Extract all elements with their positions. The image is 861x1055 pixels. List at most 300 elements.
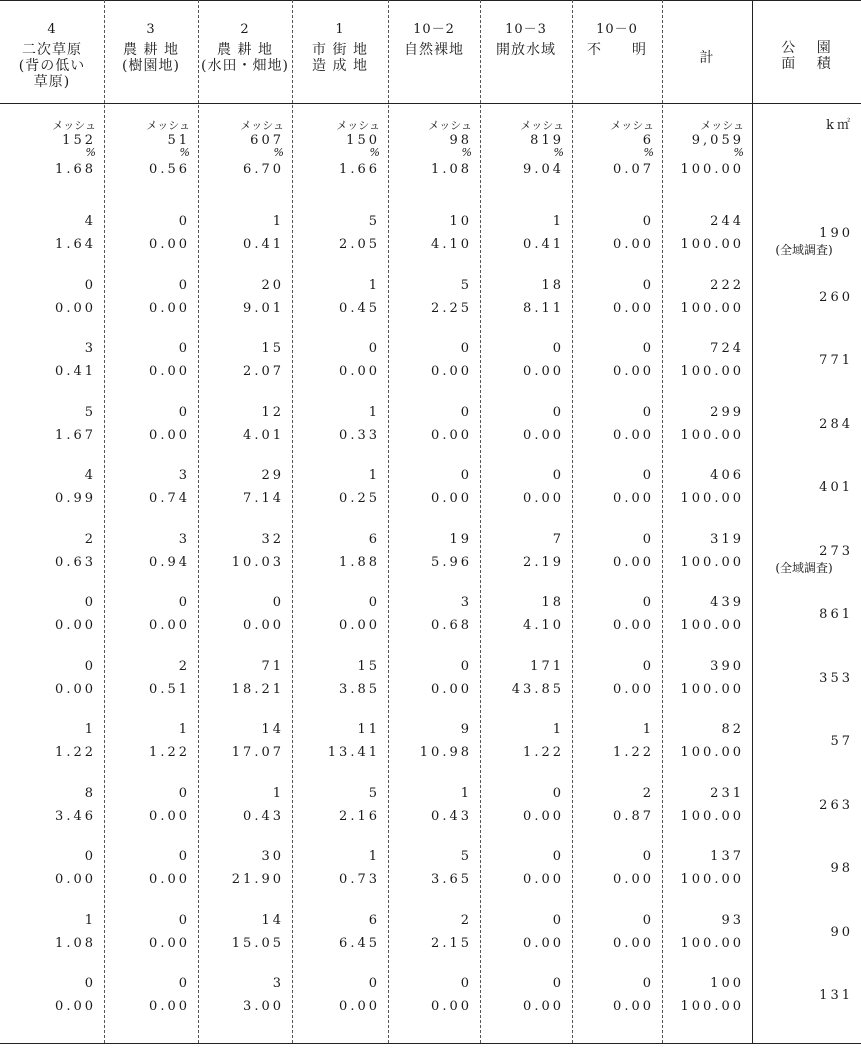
percent-value: 10.98 [419,745,472,760]
mesh-count: 0 [460,341,472,356]
park-area-value: 861 [819,607,853,622]
mesh-count: 3 [84,341,96,356]
mesh-count: 0 [178,214,190,229]
mesh-count: 3 [460,595,472,610]
mesh-count: 0 [642,214,654,229]
percent-value: 7.14 [243,491,284,506]
park-area-value: 273 [819,543,853,559]
percent-value: 0.00 [339,618,380,633]
mesh-count: 1 [178,722,190,737]
total-cell [662,118,744,177]
mesh-unit: メッシュ [520,119,564,132]
table-cell [480,595,564,633]
percent-unit: % [461,146,472,159]
table-cell [662,278,744,316]
mesh-count: 3 [272,976,284,991]
percent-value: 0.41 [243,237,284,252]
park-area-value: 98 [830,861,853,876]
mesh-count: 0 [460,976,472,991]
mesh-count: 406 [710,468,744,483]
percent-value: 4.10 [523,618,564,633]
mesh-count: 0 [642,468,654,483]
table-cell [0,722,96,760]
table-cell [104,976,190,1014]
park-area-value: 263 [819,797,853,813]
percent-value: 0.00 [523,872,564,887]
park-area-value: 401 [819,480,853,495]
park-area-value: 771 [819,353,853,368]
mesh-count: 20 [261,277,284,293]
table-cell [480,468,564,506]
percent-value: 100.00 [680,162,744,177]
table-cell [480,849,564,887]
mesh-unit: メッシュ [146,119,190,132]
table-cell [662,722,744,760]
park-area [752,861,853,877]
table-cell [572,659,654,697]
mesh-count: 607 [250,133,284,148]
mesh-count: 1 [368,468,380,483]
percent-value: 9.04 [523,162,564,177]
table-cell [388,849,472,887]
mesh-count: 0 [84,976,96,991]
percent-value: 3.65 [431,872,472,887]
percent-value: 0.00 [613,491,654,506]
table-cell [292,976,380,1014]
column-label: 開放水域 [496,42,556,58]
percent-value: 0.00 [523,491,564,506]
percent-value: 100.00 [680,237,744,252]
percent-value: 15.05 [231,935,284,951]
percent-value: 2.19 [523,554,564,570]
percent-value: 1.64 [55,237,96,252]
total-cell [104,118,190,177]
table-cell [292,405,380,443]
percent-value: 100.00 [680,427,744,443]
percent-value: 0.00 [613,618,654,633]
percent-value: 0.99 [55,491,96,506]
mesh-count: 93 [721,912,744,928]
percent-value: 0.87 [613,808,654,824]
park-area [752,734,853,750]
park-area [752,544,853,576]
percent-value: 21.90 [231,872,284,887]
mesh-count: 32 [261,531,284,547]
mesh-count: 18 [541,595,564,610]
percent-value: 0.00 [523,427,564,443]
table-cell [662,595,744,633]
park-area [752,607,853,623]
mesh-count: 2 [460,912,472,928]
table-cell [662,913,744,951]
percent-value: 1.22 [523,745,564,760]
mesh-count: 0 [178,404,190,420]
percent-value: 0.00 [55,300,96,316]
mesh-count: 71 [261,658,284,674]
park-area [752,480,853,496]
mesh-count: 319 [710,531,744,547]
percent-value: 6.70 [243,162,284,177]
percent-value: 1.67 [55,427,96,443]
percent-value: 0.33 [339,427,380,443]
percent-value: 1.88 [339,554,380,570]
table-cell [104,722,190,760]
table-cell [292,722,380,760]
table-cell [198,976,284,1014]
park-area-value: 131 [819,988,853,1003]
park-area [752,671,853,687]
mesh-count: 0 [84,595,96,610]
percent-value: 0.07 [613,162,654,177]
mesh-count: 11 [357,722,380,737]
percent-value: 100.00 [680,618,744,633]
column-header [198,22,292,74]
column-label: 農 耕 地 (樹園地) [122,42,180,74]
bottom-rule [0,1043,861,1044]
mesh-count: 1 [368,404,380,420]
percent-value: 100.00 [680,554,744,570]
table-cell [104,532,190,570]
mesh-count: 137 [710,849,744,864]
percent-value: 100.00 [680,872,744,887]
column-label: 公 園 面 積 [781,40,832,72]
mesh-count: 0 [84,277,96,293]
percent-value: 1.22 [149,745,190,760]
percent-value: 0.00 [523,364,564,379]
percent-unit: % [553,146,564,159]
table-cell [104,849,190,887]
percent-value: 0.00 [523,808,564,824]
table-cell [388,405,472,443]
column-label: 市 街 地 造 成 地 [312,42,368,74]
mesh-count: 299 [710,404,744,420]
mesh-count: 18 [541,277,564,293]
table-cell [104,659,190,697]
mesh-count: 0 [368,976,380,991]
table-cell [572,976,654,1014]
mesh-count: 439 [710,595,744,610]
mesh-unit: メッシュ [336,119,380,132]
column-code: 4 [47,22,57,37]
percent-value: 2.25 [431,300,472,316]
mesh-count: 2 [178,658,190,674]
mesh-count: 0 [178,341,190,356]
table-cell [572,532,654,570]
table-cell [292,849,380,887]
table-cell [198,849,284,887]
mesh-count: 1 [272,785,284,801]
mesh-count: 0 [642,658,654,674]
mesh-count: 0 [642,277,654,293]
table-cell [292,595,380,633]
mesh-count: 0 [552,785,564,801]
column-label: 農 耕 地 (水田・畑地) [201,42,289,74]
table-cell [292,341,380,379]
percent-value: 6.45 [339,935,380,951]
mesh-unit: メッシュ [240,119,284,132]
percent-value: 0.00 [523,999,564,1014]
mesh-count: 51 [167,133,190,148]
table-cell [292,532,380,570]
mesh-count: 19 [449,531,472,547]
table-cell [480,341,564,379]
table-cell [388,976,472,1014]
percent-value: 0.63 [55,554,96,570]
column-code: 1 [335,22,345,37]
table-cell [662,786,744,824]
percent-value: 0.00 [149,935,190,951]
column-label: 自然裸地 [404,42,464,58]
percent-value: 2.05 [339,237,380,252]
percent-value: 0.00 [149,808,190,824]
table-cell [0,913,96,951]
table-cell [104,913,190,951]
percent-value: 18.21 [231,681,284,697]
mesh-count: 2 [84,531,96,547]
column-code: 2 [240,22,250,37]
table-cell [480,722,564,760]
mesh-unit: メッシュ [52,119,96,132]
percent-value: 0.00 [55,872,96,887]
mesh-count: 15 [261,341,284,356]
table-cell [104,341,190,379]
table-cell [0,405,96,443]
total-cell [0,118,96,177]
percent-value: 1.66 [339,162,380,177]
park-area-value: 90 [830,924,853,940]
percent-value: 0.68 [431,618,472,633]
mesh-count: 0 [178,277,190,293]
table-cell [388,722,472,760]
mesh-count: 10 [449,214,472,229]
column-header [480,22,572,58]
percent-value: 100.00 [680,300,744,316]
mesh-count: 5 [460,849,472,864]
table-cell [572,595,654,633]
column-header [662,50,752,66]
table-cell [662,214,744,252]
table-cell [292,468,380,506]
mesh-count: 150 [346,133,380,148]
mesh-count: 7 [552,531,564,547]
percent-value: 100.00 [680,745,744,760]
percent-value: 0.00 [523,935,564,951]
table-cell [292,659,380,697]
table-cell [0,659,96,697]
table-cell [0,468,96,506]
mesh-count: 82 [721,722,744,737]
mesh-count: 1 [460,785,472,801]
percent-value: 3.46 [55,808,96,824]
mesh-count: 29 [261,468,284,483]
mesh-count: 1 [642,722,654,737]
park-area [752,290,853,306]
percent-value: 0.51 [149,681,190,697]
table-cell [662,532,744,570]
percent-value: 17.07 [231,745,284,760]
percent-unit: % [273,146,284,159]
mesh-count: 0 [178,785,190,801]
table-cell [572,786,654,824]
percent-value: 0.00 [613,300,654,316]
table-cell [0,849,96,887]
table-cell [0,786,96,824]
percent-value: 0.00 [613,554,654,570]
percent-value: 0.74 [149,491,190,506]
park-area [752,988,853,1004]
percent-value: 3.00 [243,999,284,1014]
mesh-count: 6 [368,912,380,928]
percent-value: 10.03 [231,554,284,570]
table-cell [572,405,654,443]
mesh-count: 0 [178,849,190,864]
table-cell [388,595,472,633]
column-divider [752,0,753,1043]
mesh-count: 1 [368,277,380,293]
table-cell [292,913,380,951]
percent-value: 3.85 [339,681,380,697]
park-area-value: 260 [819,289,853,305]
percent-value: 0.00 [149,999,190,1014]
percent-value: 0.00 [243,618,284,633]
percent-value: 2.16 [339,808,380,824]
percent-value: 43.85 [511,681,564,697]
column-code: 10－0 [596,22,638,37]
percent-value: 0.41 [55,364,96,379]
percent-value: 1.08 [55,935,96,951]
percent-value: 0.00 [431,491,472,506]
table-cell [662,659,744,697]
percent-value: 0.00 [613,237,654,252]
table-cell [198,341,284,379]
percent-value: 0.00 [613,872,654,887]
mesh-count: 4 [84,214,96,229]
table-cell [104,786,190,824]
column-header [104,22,198,74]
mesh-count: 5 [368,214,380,229]
percent-value: 4.10 [431,237,472,252]
percent-value: 0.00 [613,427,654,443]
table-cell [104,595,190,633]
column-label: 二次草原 (背の低い 草原) [18,42,86,90]
mesh-count: 152 [62,133,96,148]
mesh-count: 0 [642,341,654,356]
mesh-count: 98 [449,133,472,148]
column-header [752,40,861,72]
table-cell [198,786,284,824]
table-cell [0,278,96,316]
table-cell [0,976,96,1014]
mesh-count: 3 [178,468,190,483]
mesh-count: 0 [642,595,654,610]
mesh-count: 12 [261,404,284,420]
table-cell [104,214,190,252]
table-cell [480,659,564,697]
table-cell [388,532,472,570]
column-header [388,22,480,58]
table-cell [572,214,654,252]
mesh-count: 1 [272,214,284,229]
table-cell [662,976,744,1014]
mesh-count: 4 [84,468,96,483]
percent-value: 0.00 [55,681,96,697]
mesh-count: 0 [460,658,472,674]
percent-value: 100.00 [680,681,744,697]
percent-value: 0.00 [613,935,654,951]
mesh-count: 5 [84,404,96,420]
mesh-count: 244 [710,214,744,229]
column-header [0,22,104,90]
table-cell [198,532,284,570]
mesh-count: 14 [261,912,284,928]
percent-value: 0.00 [55,618,96,633]
mesh-count: 231 [710,785,744,801]
park-area-value: 190 [819,226,853,241]
table-cell [104,468,190,506]
mesh-count: 0 [368,595,380,610]
percent-value: 4.01 [243,427,284,443]
mesh-count: 724 [710,341,744,356]
mesh-count: 6 [642,133,654,148]
percent-value: 0.00 [149,872,190,887]
mesh-count: 0 [84,658,96,674]
percent-value: 100.00 [680,935,744,951]
table-cell [198,214,284,252]
park-area [752,417,853,433]
table-cell [662,405,744,443]
percent-value: 100.00 [680,808,744,824]
percent-value: 0.00 [55,999,96,1014]
table-cell [292,786,380,824]
mesh-unit: メッシュ [610,119,654,132]
table-cell [572,849,654,887]
mesh-count: 0 [642,976,654,991]
percent-value: 0.94 [149,554,190,570]
mesh-count: 0 [642,404,654,420]
table-cell [480,786,564,824]
percent-value: 0.56 [149,162,190,177]
table-cell [198,468,284,506]
mesh-count: 15 [357,658,380,674]
table-cell [480,405,564,443]
mesh-unit: メッシュ [700,119,744,132]
park-area-value: 353 [819,670,853,686]
percent-value: 100.00 [680,999,744,1014]
table-cell [0,532,96,570]
percent-value: 0.00 [431,364,472,379]
percent-value: 0.00 [613,681,654,697]
column-code: 3 [146,22,156,37]
total-cell [292,118,380,177]
mesh-unit: メッシュ [428,119,472,132]
survey-note: (全域調査) [775,243,833,257]
park-area-value: 57 [830,734,853,749]
table-cell [572,278,654,316]
percent-value: 0.00 [431,681,472,697]
park-area [752,353,853,369]
percent-value: 0.45 [339,300,380,316]
percent-value: 0.00 [149,237,190,252]
percent-value: 0.43 [431,808,472,824]
percent-value: 9.01 [243,300,284,316]
mesh-count: 819 [530,133,564,148]
mesh-count: 0 [642,849,654,864]
mesh-count: 100 [710,976,744,991]
percent-value: 100.00 [680,491,744,506]
mesh-count: 0 [552,849,564,864]
percent-unit: % [369,146,380,159]
table-cell [480,532,564,570]
